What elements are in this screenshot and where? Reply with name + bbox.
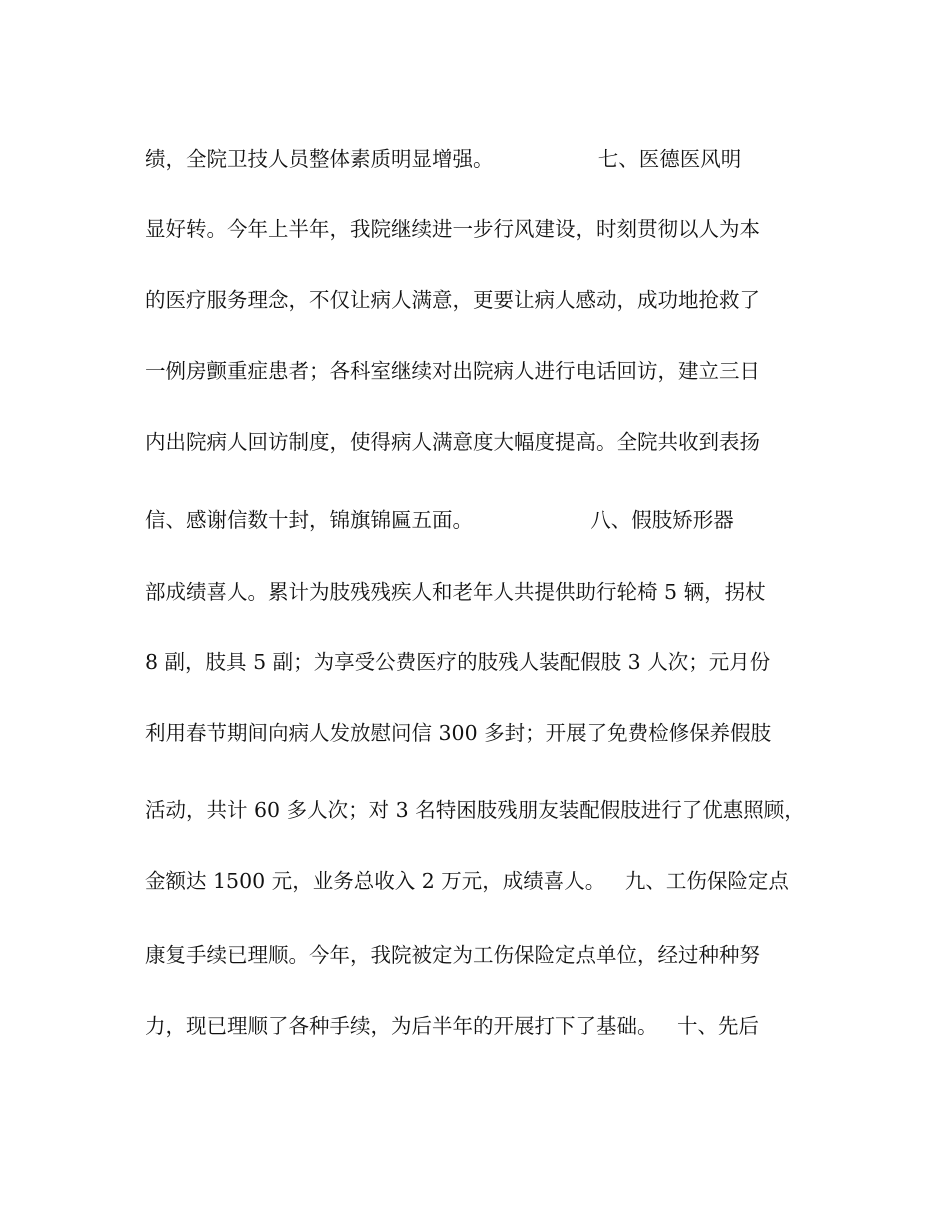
text-line-1: 绩，全院卫技人员整体素质明显增强。 七、医德医风明 <box>145 147 742 171</box>
text-line-4: 一例房颤重症患者；各科室继续对出院病人进行电话回访，建立三日 <box>145 359 760 383</box>
text-line-11: 金额达 1500 元，业务总收入 2 万元，成绩喜人。 九、工伤保险定点 <box>145 869 789 893</box>
text-line-7: 部成绩喜人。累计为肢残残疾人和老年人共提供助行轮椅 5 辆，拐杖 <box>145 580 766 604</box>
text-line-2: 显好转。今年上半年，我院继续进一步行风建设，时刻贯彻以人为本 <box>145 217 760 241</box>
text-line-5: 内出院病人回访制度，使得病人满意度大幅度提高。全院共收到表扬 <box>145 430 760 454</box>
text-line-6: 信、感谢信数十封，锦旗锦匾五面。 八、假肢矫形器 <box>145 508 734 532</box>
text-line-3: 的医疗服务理念，不仅让病人满意，更要让病人感动，成功地抢救了 <box>145 288 760 312</box>
text-line-10: 活动，共计 60 多人次；对 3 名特困肢残朋友装配假肢进行了优惠照顾， <box>145 798 805 822</box>
text-line-12: 康复手续已理顺。今年，我院被定为工伤保险定点单位，经过种种努 <box>145 943 760 967</box>
text-line-13: 力，现已理顺了各种手续，为后半年的开展打下了基础。 十、先后 <box>145 1014 760 1038</box>
text-line-8: 8 副，肢具 5 副；为享受公费医疗的肢残人装配假肢 3 人次；元月份 <box>145 650 771 674</box>
text-line-9: 利用春节期间向病人发放慰问信 300 多封；开展了免费检修保养假肢 <box>145 721 772 745</box>
